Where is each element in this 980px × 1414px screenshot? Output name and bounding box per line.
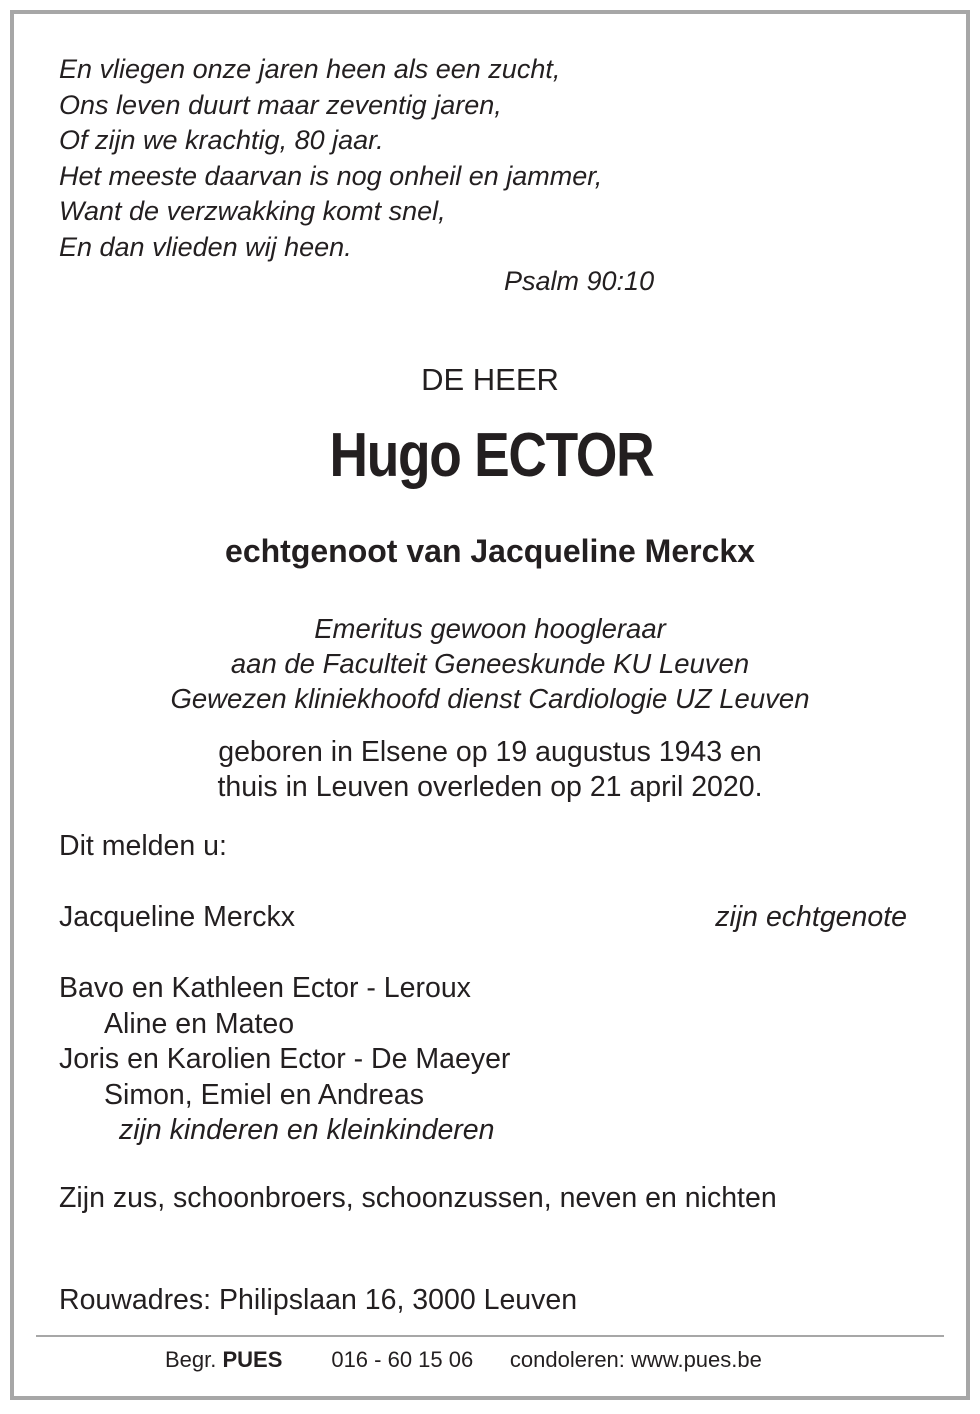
relatives-line: Zijn zus, schoonbroers, schoonzussen, neven en nichten — [59, 1182, 777, 1214]
birth-line: geboren in Elsene op 19 augustus 1943 en — [218, 736, 762, 768]
deceased-name: Hugo ECTOR — [329, 421, 654, 490]
announcement-intro: Dit melden u: — [59, 830, 227, 862]
poem-line: Ons leven duurt maar zeventig jaren, — [59, 89, 502, 120]
children-role: zijn kinderen en kleinkinderen — [119, 1114, 495, 1146]
children-list — [59, 971, 510, 1149]
child-family: Joris en Karolien Ector - De Maeyer — [59, 1043, 511, 1075]
life-dates — [0, 735, 980, 805]
position-line: aan de Faculteit Geneeskunde KU Leuven — [230, 648, 750, 679]
honorific: DE HEER — [421, 362, 559, 397]
poem-line: En dan vlieden wij heen. — [59, 231, 352, 262]
death-line: thuis in Leuven overleden op 21 april 2020. — [217, 771, 763, 803]
footer — [165, 1347, 762, 1373]
footer-divider — [36, 1335, 944, 1337]
grandchildren: Simon, Emiel en Andreas — [104, 1078, 424, 1111]
poem-source: Psalm 90:10 — [504, 266, 655, 296]
poem-line: Het meeste daarvan is nog onheil en jammer, — [59, 160, 603, 191]
condolence-link[interactable]: condoleren: www.pues.be — [509, 1347, 762, 1372]
spouse-role: zijn echtgenote — [715, 901, 907, 933]
poem-line: En vliegen onze jaren heen als een zucht, — [59, 54, 561, 84]
funeral-home: PUES — [222, 1347, 283, 1372]
position-line: Gewezen kliniekhoofd dienst Cardiologie UZ Leuven — [170, 683, 810, 714]
poem — [59, 52, 602, 265]
funeral-prefix: Begr. — [165, 1347, 217, 1372]
spouse-name: Jacqueline Merckx — [59, 901, 296, 933]
mourning-address: Rouwadres: Philipslaan 16, 3000 Leuven — [59, 1284, 578, 1316]
position-line: Emeritus gewoon hoogleraar — [314, 613, 666, 644]
funeral-phone: 016 - 60 15 06 — [331, 1347, 474, 1372]
poem-line: Want de verzwakking komt snel, — [59, 196, 446, 226]
spouse-line: echtgenoot van Jacqueline Merckx — [225, 533, 755, 569]
grandchildren: Aline en Mateo — [104, 1007, 295, 1040]
positions — [0, 611, 980, 716]
child-family: Bavo en Kathleen Ector - Leroux — [59, 972, 471, 1004]
poem-line: Of zijn we krachtig, 80 jaar. — [59, 125, 384, 155]
